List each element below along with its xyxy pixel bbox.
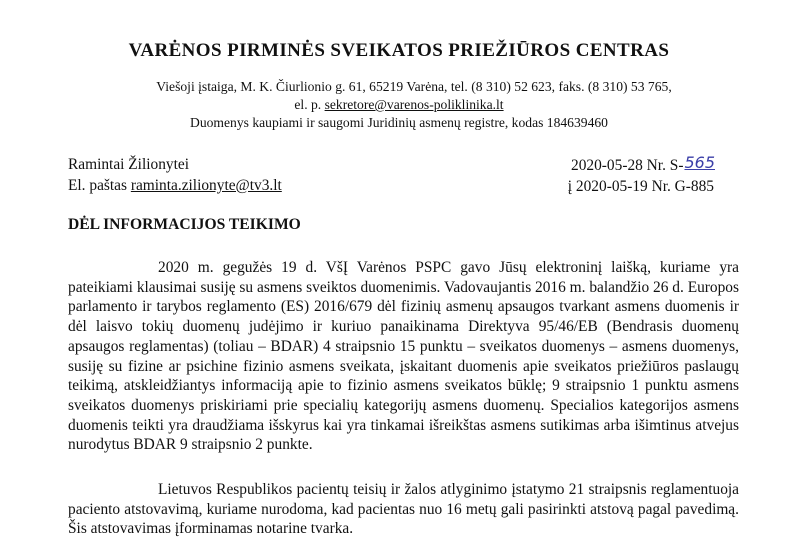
recipient-email-line [68, 175, 282, 196]
incoming-reference: į 2020-05-19 Nr. G-885 [567, 178, 714, 195]
letter-subject: DĖL INFORMACIJOS TEIKIMO [68, 216, 301, 233]
recipient-name: Ramintai Žilionytei [68, 156, 189, 173]
organization-name: VARĖNOS PIRMINĖS SVEIKATOS PRIEŽIŪROS CENTRAS [128, 40, 670, 61]
recipient-block [68, 154, 282, 196]
organization-registry: Duomenys kaupiami ir saugomi Juridinių asmenų registre, kodas 184639460 [190, 115, 608, 130]
body-paragraph [68, 258, 739, 455]
reference-block [568, 154, 715, 197]
recipient-email-label: El. paštas [68, 177, 131, 194]
outgoing-reference-prefix: 2020-05-28 Nr. S- [571, 157, 684, 174]
outgoing-reference [568, 154, 715, 176]
organization-address: Viešoji įstaiga, M. K. Čiurlionio g. 61, 65219 Varėna, tel. (8 310) 52 623, faks. (8 310) 53 765, [156, 79, 672, 94]
body-paragraph [68, 480, 739, 539]
organization-email-prefix: el. p. [294, 97, 325, 112]
handwritten-number: 565 [684, 153, 715, 172]
paragraph-text: Lietuvos Respublikos pacientų teisių ir žalos atlyginimo įstatymo 21 straipsnis reglamentuoja paciento atstovavimą, kuriame nurodoma, kad pacientas nuo 16 metų gali pasirinkti atstovą pagal pavedimą. Šis atstovavimas įforminamas notarine tvarka. [68, 481, 739, 538]
recipient-email-link[interactable]: raminta.zilionyte@tv3.lt [130, 177, 282, 194]
organization-email-line [0, 96, 798, 114]
paragraph-text: 2020 m. gegužės 19 d. VšĮ Varėnos PSPC gavo Jūsų elektroninį laišką, kuriame yra pateikiami klausimai susiję su asmens sveiktos duomenimis. Vadovaujantis 2016 m. balandžio 26 d. Europos parlamento ir tarybos reglamento (ES) 2016/679 dėl fizinių asmenų apsaugos tvarkant asmens duomenis ir dėl laisvo tokių duomenų judėjimo ir kuriuo panaikinama Direktyva 95/46/EB (Bendrasis duomenų apsaugos reglamentas) (toliau – BDAR) 4 straipsnio 15 punktu – sveikatos duomenys – asmens duomenys, susiję su fizine ar psichine fizinio asmens sveikata, įskaitant duomenis apie sveikatos priežiūros paslaugų teikimą, atskleidžiantys informaciją apie to fizinio asmens sveikatos būklę; 9 straipsnio 1 punktu asmens sveikatos duomenys priskiriami prie specialių kategorijų asmens duomenų. Specialios kategorijos asmens duomenis teikti yra draudžiama išskyrus kai yra tinkamai išreikštas asmens sutikimas arba išimtinus atvejus nurodytus BDAR 9 straipsnio 2 punkte. [68, 259, 739, 454]
organization-email-link[interactable]: sekretore@varenos-poliklinika.lt [324, 97, 504, 112]
